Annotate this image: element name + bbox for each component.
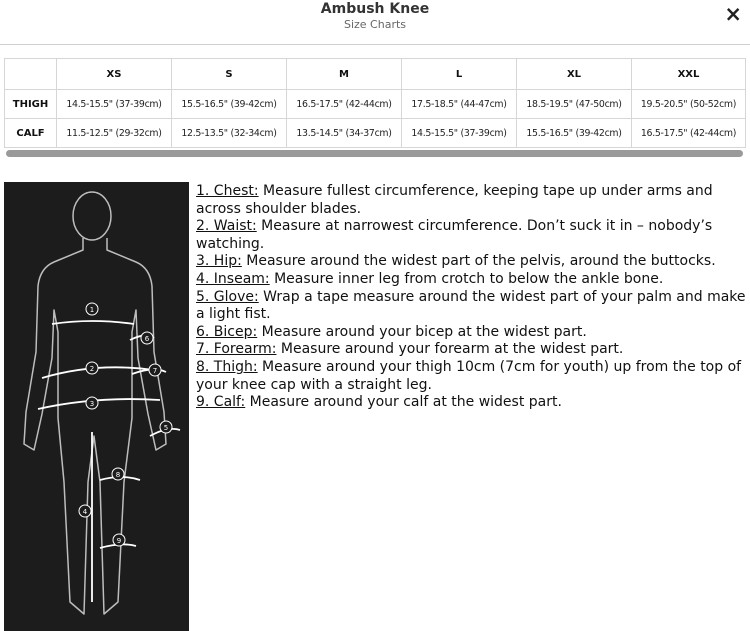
table-cell: 16.5-17.5" (42-44cm) xyxy=(632,119,746,148)
marker-label: 2 xyxy=(89,365,95,373)
marker-label: 7 xyxy=(152,367,158,375)
table-cell: 12.5-13.5" (32-34cm) xyxy=(172,119,287,148)
column-header: L xyxy=(402,59,517,90)
instruction-label: 3. Hip: xyxy=(196,253,242,270)
measurement-markers xyxy=(79,303,172,546)
column-header: XXL xyxy=(632,59,746,90)
instruction-text: Measure around your thigh 10cm (7cm for youth) up from the top of your knee cap with a straight leg. xyxy=(196,358,742,393)
instruction-label: 1. Chest: xyxy=(196,183,259,199)
instruction-text: Measure around your bicep at the widest part. xyxy=(257,323,587,340)
instruction-calf xyxy=(196,394,748,412)
column-header: M xyxy=(287,59,402,90)
page-subtitle: Size Charts xyxy=(343,18,407,31)
instruction-label: 8. Thigh: xyxy=(196,358,258,375)
instruction-inseam xyxy=(196,271,748,289)
instruction-text: Measure around your calf at the widest part. xyxy=(245,394,562,411)
marker-label: 6 xyxy=(144,335,150,343)
instruction-text: Measure around your forearm at the widest part. xyxy=(276,341,624,358)
instruction-label: 4. Inseam: xyxy=(196,270,270,287)
marker-label: 9 xyxy=(116,537,122,545)
table-row xyxy=(5,119,746,148)
table-cell: 15.5-16.5" (39-42cm) xyxy=(517,119,632,148)
instruction-waist xyxy=(196,218,748,253)
instruction-text: Wrap a tape measure around the widest part of your palm and make a light fist. xyxy=(196,288,746,323)
marker-label: 1 xyxy=(89,306,95,314)
table-cell: 14.5-15.5" (37-39cm) xyxy=(402,119,517,148)
column-header: XS xyxy=(57,59,172,90)
marker-label: 3 xyxy=(89,400,95,408)
instruction-text: Measure inner leg from crotch to below the ankle bone. xyxy=(269,270,664,287)
table-cell: 17.5-18.5" (44-47cm) xyxy=(402,90,517,119)
table-cell: 19.5-20.5" (50-52cm) xyxy=(632,90,746,119)
marker-label: 4 xyxy=(82,508,88,516)
row-header: THIGH xyxy=(5,90,57,119)
instruction-thigh xyxy=(196,359,748,394)
body-measurement-figure xyxy=(4,182,189,631)
table-cell: 11.5-12.5" (29-32cm) xyxy=(57,119,172,148)
column-header: S xyxy=(172,59,287,90)
size-table xyxy=(4,58,746,148)
horizontal-scrollbar[interactable] xyxy=(6,150,743,157)
table-cell: 18.5-19.5" (47-50cm) xyxy=(517,90,632,119)
tape-measure-lines xyxy=(38,321,180,602)
instruction-text: Measure at narrowest circumference. Don’t suck it in – nobody’s watching. xyxy=(196,218,713,252)
marker-label: 8 xyxy=(115,471,121,479)
instruction-hip xyxy=(196,253,748,271)
table-header-row xyxy=(5,59,746,90)
table-cell: 16.5-17.5" (42-44cm) xyxy=(287,90,402,119)
table-corner-cell xyxy=(5,59,57,90)
page-title: Ambush Knee xyxy=(320,1,430,17)
table-cell: 15.5-16.5" (39-42cm) xyxy=(172,90,287,119)
size-table-container xyxy=(4,58,746,160)
marker-label: 5 xyxy=(163,424,169,432)
table-cell: 13.5-14.5" (34-37cm) xyxy=(287,119,402,148)
instruction-text: Measure around the widest part of the pelvis, around the buttocks. xyxy=(241,253,716,270)
row-header: CALF xyxy=(5,119,57,148)
instruction-label: 6. Bicep: xyxy=(196,323,258,340)
instruction-text: Measure fullest circumference, keeping tape up under arms and across shoulder blades. xyxy=(196,183,713,217)
measurement-instructions xyxy=(196,183,748,412)
instruction-label: 7. Forearm: xyxy=(196,341,277,358)
column-header: XL xyxy=(517,59,632,90)
instruction-label: 5. Glove: xyxy=(196,288,259,305)
close-icon[interactable]: × xyxy=(724,2,742,26)
instruction-glove xyxy=(196,289,748,324)
instruction-label: 2. Waist: xyxy=(196,218,257,235)
table-row xyxy=(5,90,746,119)
instruction-chest xyxy=(196,183,748,218)
instruction-forearm xyxy=(196,341,748,359)
instruction-label: 9. Calf: xyxy=(196,394,246,411)
table-cell: 14.5-15.5" (37-39cm) xyxy=(57,90,172,119)
modal-header xyxy=(0,0,750,45)
instruction-bicep xyxy=(196,324,748,342)
